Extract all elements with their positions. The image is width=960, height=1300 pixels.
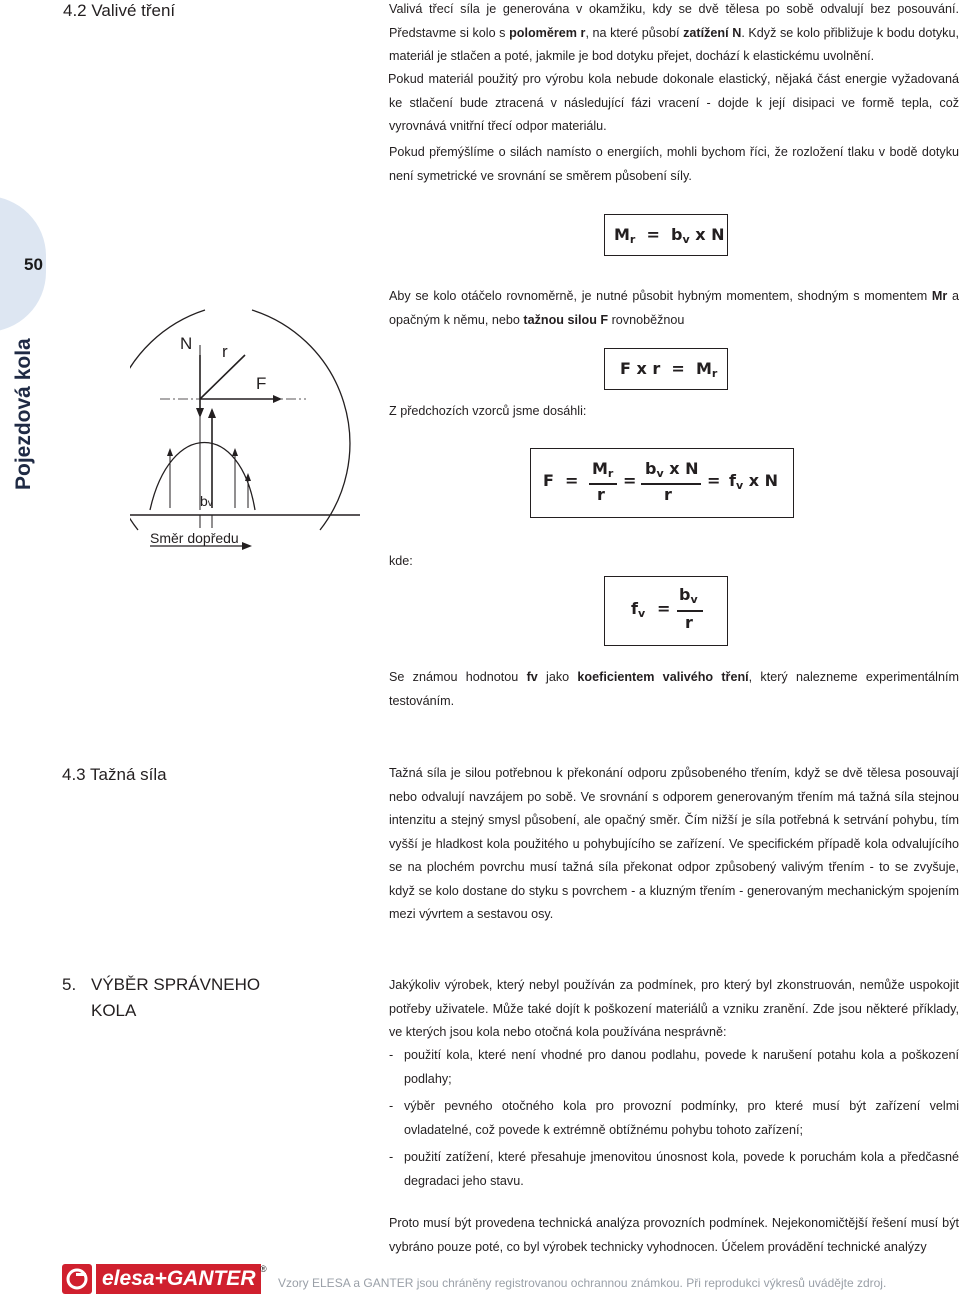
page-number: 50 — [24, 255, 43, 274]
formula-force: F x r = Mr — [604, 348, 728, 390]
formula-coefficient: fv = bv r — [604, 576, 728, 646]
paragraph-4-2-3: Pokud přemýšlíme o silách namísto o energiích, mohli bychom říci, že rozložení tlaku v bodě dotyku není symetrické ve srovnání se směrem působení síly. — [389, 145, 959, 183]
formula-derived: F = Mr r = bv x N r = fv x N — [530, 448, 794, 518]
paragraph-4-2-5: Z předchozích vzorců jsme dosáhli: — [389, 404, 587, 418]
rolling-wheel-diagram — [130, 300, 360, 560]
list-item: - použití kola, které není vhodné pro danou podlahu, povede k narušení potahu kola a poškození podlahy; — [389, 1048, 959, 1086]
paragraph-4-2-1: Valivá třecí síla je generována v okamžiku, kdy se dvě tělesa po sobě odvalují bez posouvání. Představme si kolo s poloměrem r, na které působí zatížení N. Když se kolo přibližuje k bodu dotyku, materiál je stlačen a poté, jakmile je bod dotyku přejet, dochází k elastickému uvolnění. — [389, 2, 959, 63]
registered-mark: ® — [260, 1264, 267, 1274]
section-5-list — [389, 1044, 959, 1193]
label-kde: kde: — [389, 554, 413, 568]
section-4-3-title: 4.3 Tažná síla — [62, 765, 167, 784]
formula-moment: Mr = bv x N — [604, 214, 728, 256]
paragraph-4-2-4: Aby se kolo otáčelo rovnoměrně, je nutné působit hybným momentem, shodným s momentem Mr a opačným k němu, nebo tažnou silou F rovnoběžnou — [389, 289, 959, 327]
list-item: - výběr pevného otočného kola pro provozní podmínky, pro které musí být zařízení velmi ovladatelné, což povede k extrémně obtížnému pohybu tohoto zařízení; — [389, 1099, 959, 1137]
wheel-outline — [130, 310, 205, 530]
wheel-outline-right — [252, 310, 350, 530]
vertical-chapter-title: Pojezdová kola — [12, 338, 35, 490]
direction-label: Směr dopředu — [150, 530, 239, 546]
label-bv: bv — [200, 493, 213, 509]
label-f: F — [256, 374, 267, 393]
brand-logo-icon — [62, 1264, 92, 1294]
section-4-2-title: 4.2 Valivé tření — [63, 1, 176, 20]
section-5-title: VÝBĚR SPRÁVNEHO KOLA — [91, 975, 261, 1020]
paragraph-4-3: Tažná síla je silou potřebnou k překonání odporu způsobeného třením, když se dvě tělesa posouvají nebo odvalují navzájem po sobě. Ve srovnání s odporem generovaným třením má tažná síla stejnou intenzitu a stejný smysl působení, ale opačný směr. Čím nižší je síla potřebná k setrvání pohybu, tím vyšší je hladkost kola použitého u pohybujícího se zařízení. Ve specifickém případě kola odvalujícího se na plochém povrchu musí tažná síla překonat odpor způsobený valivým třením - to se zvyšuje, když se kolo dostane do styku s povrchem - a kluzným třením - generovaným mechanickým spojením mezi vývrtem a sestavou osy. — [389, 766, 959, 921]
section-5-outro: Proto musí být provedena technická analýza provozních podmínek. Nejekonomičtější řešení musí být vybráno pouze poté, co byl výrobek technicky vyhodnocen. Účelem provádění technické analýzy — [389, 1216, 959, 1254]
paragraph-4-2-2: Pokud materiál použitý pro výrobu kola nebude dokonale elastický, nějaká část energie vyžadovaná ke stlačení bude ztracená v následující fázi vracení - dojde k její disipaci ve formě tepla, což vyrovnává vnitřní třecí odpor materiálu. — [388, 72, 959, 133]
label-n: N — [180, 334, 193, 353]
brand-wordmark: elesa+GANTER — [96, 1264, 261, 1294]
label-r: r — [222, 342, 228, 361]
section-5-intro: Jakýkoliv výrobek, který nebyl používán za podmínek, pro který byl zkonstruován, nemůže uspokojit potřeby uživatele. Může také dojít k poškození materiálů a vzniku zranění. Zde jsou některé příklady, ve kterých jsou kola nebo otočná kola používána nesprávně: — [389, 978, 959, 1039]
section-5-number: 5. — [62, 975, 77, 994]
paragraph-4-2-6: Se známou hodnotou fv jako koeficientem valivého tření, který nalezneme experimentálním testováním. — [389, 670, 959, 708]
footer-notice: Vzory ELESA a GANTER jsou chráněny registrovanou ochrannou známkou. Při reprodukci výkresů uvádějte zdroj. — [278, 1276, 887, 1290]
list-item: - použití zatížení, které přesahuje jmenovitou únosnost kola, povede k poruchám kola a předčasné degradaci jeho stavu. — [389, 1150, 959, 1188]
